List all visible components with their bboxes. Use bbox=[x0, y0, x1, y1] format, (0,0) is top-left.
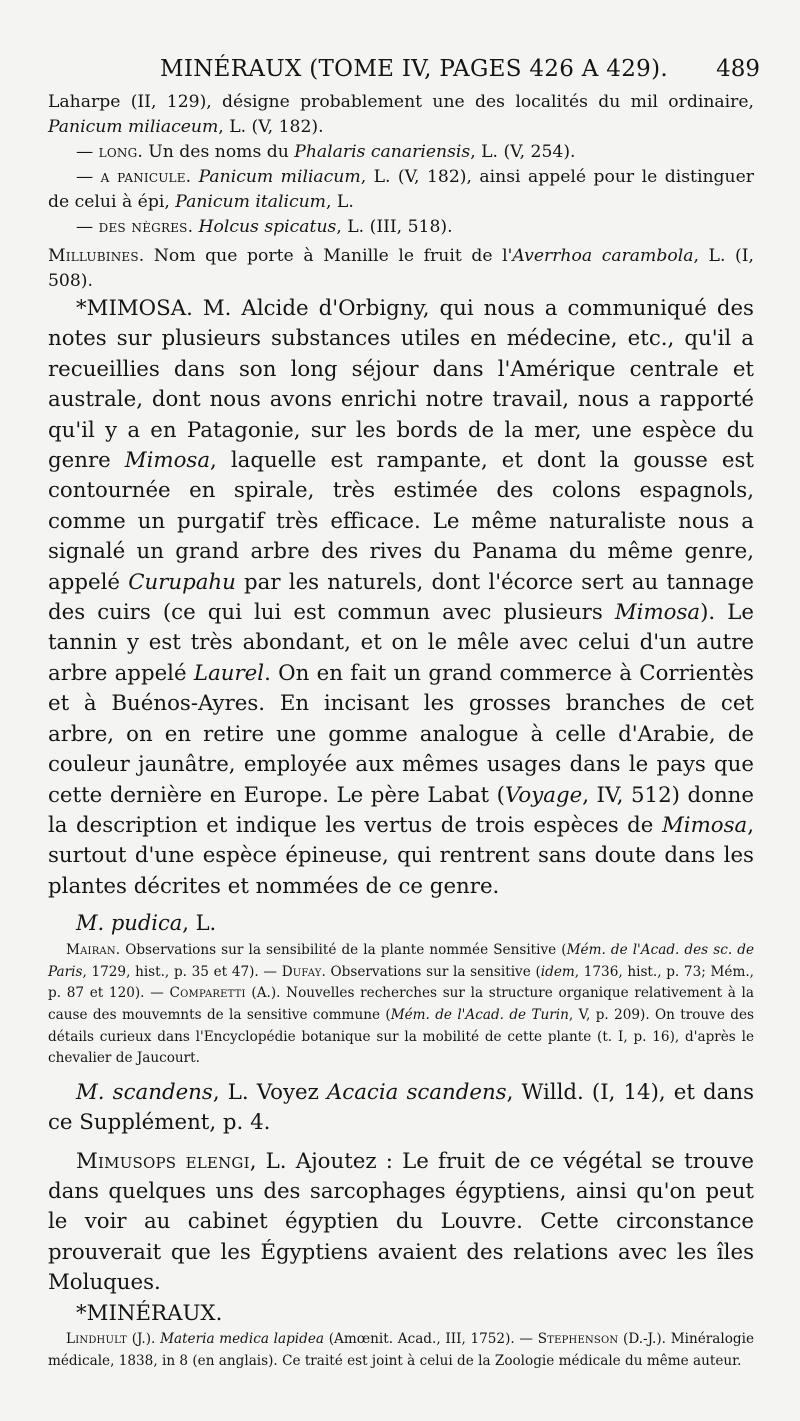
head-word: Mairan bbox=[66, 942, 116, 959]
text-run: . On en fait un grand commerce à Corrientès et à Buénos-Ayres. En incisant les grosses branches de cet arbre, on en retire une gomme analogue à celle d'Arabie, de couleur jaunâtre, employée aux mêmes usages dans le pays que cette dernière en Europe. Le père Labat ( bbox=[48, 660, 754, 808]
text-run: . Nom que porte à Manille le fruit de l' bbox=[138, 246, 513, 266]
italic-term: Mém. de l'Acad. de Turin bbox=[390, 1006, 569, 1023]
text-run: , 1729, hist., p. 35 et 47). — bbox=[82, 963, 282, 980]
text-run: , L. (I, 508). bbox=[48, 246, 754, 291]
entry-paragraph bbox=[48, 90, 754, 140]
italic-term: M. scandens bbox=[76, 1079, 213, 1105]
text-run: , L. bbox=[182, 911, 217, 936]
entry-paragraph bbox=[48, 140, 754, 165]
text-run: — bbox=[76, 167, 101, 187]
article-paragraph bbox=[48, 294, 754, 902]
entry-paragraph bbox=[48, 244, 754, 294]
running-header bbox=[0, 52, 800, 86]
head-word: Lindhult bbox=[66, 1330, 127, 1347]
text-run: — bbox=[76, 217, 99, 237]
head-word: Mimusops elengi bbox=[76, 1148, 250, 1174]
text-run: (D.-J.). Minéralogie médicale, 1838, in 8 (en anglais). Ce traité est joint à celui de la Zoologie médicale du même auteur. bbox=[48, 1330, 754, 1369]
italic-term: Mém. de l'Acad. des sc. de Paris bbox=[48, 942, 754, 980]
text-run: par les naturels, dont l'écorce sert au tannage des cuirs (ce qui lui est commun avec plusieurs bbox=[48, 569, 754, 626]
entry-paragraph bbox=[48, 215, 754, 240]
italic-term: Panicum miliaceum bbox=[48, 117, 219, 137]
head-word: des nègres bbox=[98, 217, 188, 237]
text-run: , L. (III, 518). bbox=[336, 217, 453, 237]
text-run: , 1736, hist., p. 73; Mém., p. 87 et 120). — bbox=[48, 963, 754, 1002]
head-word: Comparetti bbox=[169, 985, 246, 1002]
italic-term: Laurel bbox=[193, 660, 265, 686]
italic-term: Panicum miliacum bbox=[198, 167, 361, 187]
page-number: 489 bbox=[716, 56, 760, 82]
head-word: long bbox=[98, 142, 138, 162]
italic-term: M. pudica bbox=[76, 911, 183, 936]
head-word: a panicule bbox=[100, 167, 186, 187]
text-run: — bbox=[76, 142, 99, 162]
text-run: , L. (V, 182). bbox=[218, 117, 324, 137]
text-run: ). Le tannin y est très abondant, et on le mêle avec celui d'un autre arbre appelé bbox=[48, 600, 754, 686]
text-run: (A.). Nouvelles recherches sur la structure organique relativement à la cause des mouvemnts de la sensitive commune ( bbox=[48, 985, 754, 1023]
text-run: , IV, 512) donne la description et indique les vertus de trois espèces de bbox=[48, 782, 754, 838]
text-run: . Observations sur la sensibilité de la plante nommée Sensitive ( bbox=[115, 942, 567, 959]
text-run: *MINÉRAUX. bbox=[76, 1300, 223, 1326]
italic-term: Averrhoa carambola bbox=[512, 246, 694, 266]
text-run: , Willd. (I, 14), et dans ce Supplément, p. 4. bbox=[48, 1079, 754, 1136]
text-run: , V, p. 209). On trouve des détails curieux dans l'Encyclopédie botanique sur la mobilité de cette plante (t. I, p. 16), d'après le chevalier de Jaucourt. bbox=[48, 1006, 754, 1067]
text-run: , L. (V, 182), ainsi appelé pour le distinguer de celui à épi, bbox=[48, 167, 754, 212]
italic-term: Mimosa bbox=[124, 448, 211, 474]
text-run: . Un des noms du bbox=[137, 142, 295, 162]
italic-term: Voyage bbox=[505, 782, 583, 808]
text-run: , surtout d'une espèce épineuse, qui rentrent sans doute dans les plantes décrites et nommées de ce genre. bbox=[48, 812, 754, 899]
bibliography-note bbox=[48, 1329, 754, 1372]
italic-term: Mimosa bbox=[661, 812, 748, 838]
entry-paragraph bbox=[48, 165, 754, 215]
italic-term: Phalaris canariensis bbox=[294, 142, 471, 162]
italic-term: idem bbox=[540, 963, 575, 980]
text-run: . bbox=[185, 167, 199, 187]
text-run: . Observations sur la sensitive ( bbox=[321, 963, 541, 980]
italic-term: Mimosa bbox=[614, 600, 701, 626]
text-run: , laquelle est rampante, et dont la gousse est contournée en spirale, très estimée des colons espagnols, comme un purgatif très efficace. Le même naturaliste nous a signalé un grand arbre des rives du Panama du même genre, appelé bbox=[48, 448, 754, 595]
italic-term: Acacia scandens bbox=[326, 1079, 507, 1105]
text-run: (J.). bbox=[127, 1330, 161, 1347]
text-run: , L. Ajoutez : Le fruit de ce végétal se trouve dans quelques uns des sarcophages égyptiens, ainsi qu'on peut le voir au cabinet égyptien du Louvre. Cette circonstance prouverait que les Égyptiens avaient des relations avec les îles Moluques. bbox=[48, 1148, 754, 1296]
paragraph-gap bbox=[48, 1139, 754, 1147]
text-run: , L. bbox=[325, 192, 354, 212]
text-run: *MIMOSA. M. Alcide d'Orbigny, qui nous a communiqué des notes sur plusieurs substances utiles en médecine, etc., qu'il a recueillies dans son long séjour dans l'Amérique centrale et australe, dont nous avons enrichi notre travail, nous a rapporté qu'il y a en Patagonie, sur les bords de la mer, une espèce du genre bbox=[48, 296, 754, 474]
head-word: Dufay bbox=[281, 963, 322, 980]
head-word: Stephenson bbox=[537, 1330, 619, 1347]
text-run: (Amœnit. Acad., III, 1752). — bbox=[324, 1330, 538, 1347]
italic-term: Holcus spicatus bbox=[198, 217, 337, 237]
article-paragraph bbox=[48, 1299, 754, 1329]
italic-term: Materia medica lapidea bbox=[160, 1330, 325, 1347]
running-title: MINÉRAUX (TOME IV, PAGES 426 A 429). bbox=[160, 56, 668, 82]
text-run: , L. Voyez bbox=[212, 1079, 327, 1105]
text-run: , L. (V, 254). bbox=[470, 142, 576, 162]
article-paragraph bbox=[48, 1078, 754, 1139]
text-run: . bbox=[187, 217, 199, 237]
paragraph-gap bbox=[48, 1070, 754, 1078]
bibliography-note bbox=[48, 940, 754, 1070]
italic-term: Panicum italicum bbox=[175, 192, 326, 212]
head-word: Millubines bbox=[48, 246, 139, 266]
page-body bbox=[48, 90, 754, 1372]
text-run: Laharpe (II, 129), désigne probablement une des localités du mil ordinaire, bbox=[48, 92, 754, 112]
article-paragraph bbox=[48, 1147, 754, 1299]
italic-term: Curupahu bbox=[128, 569, 236, 595]
species-heading bbox=[48, 906, 754, 940]
